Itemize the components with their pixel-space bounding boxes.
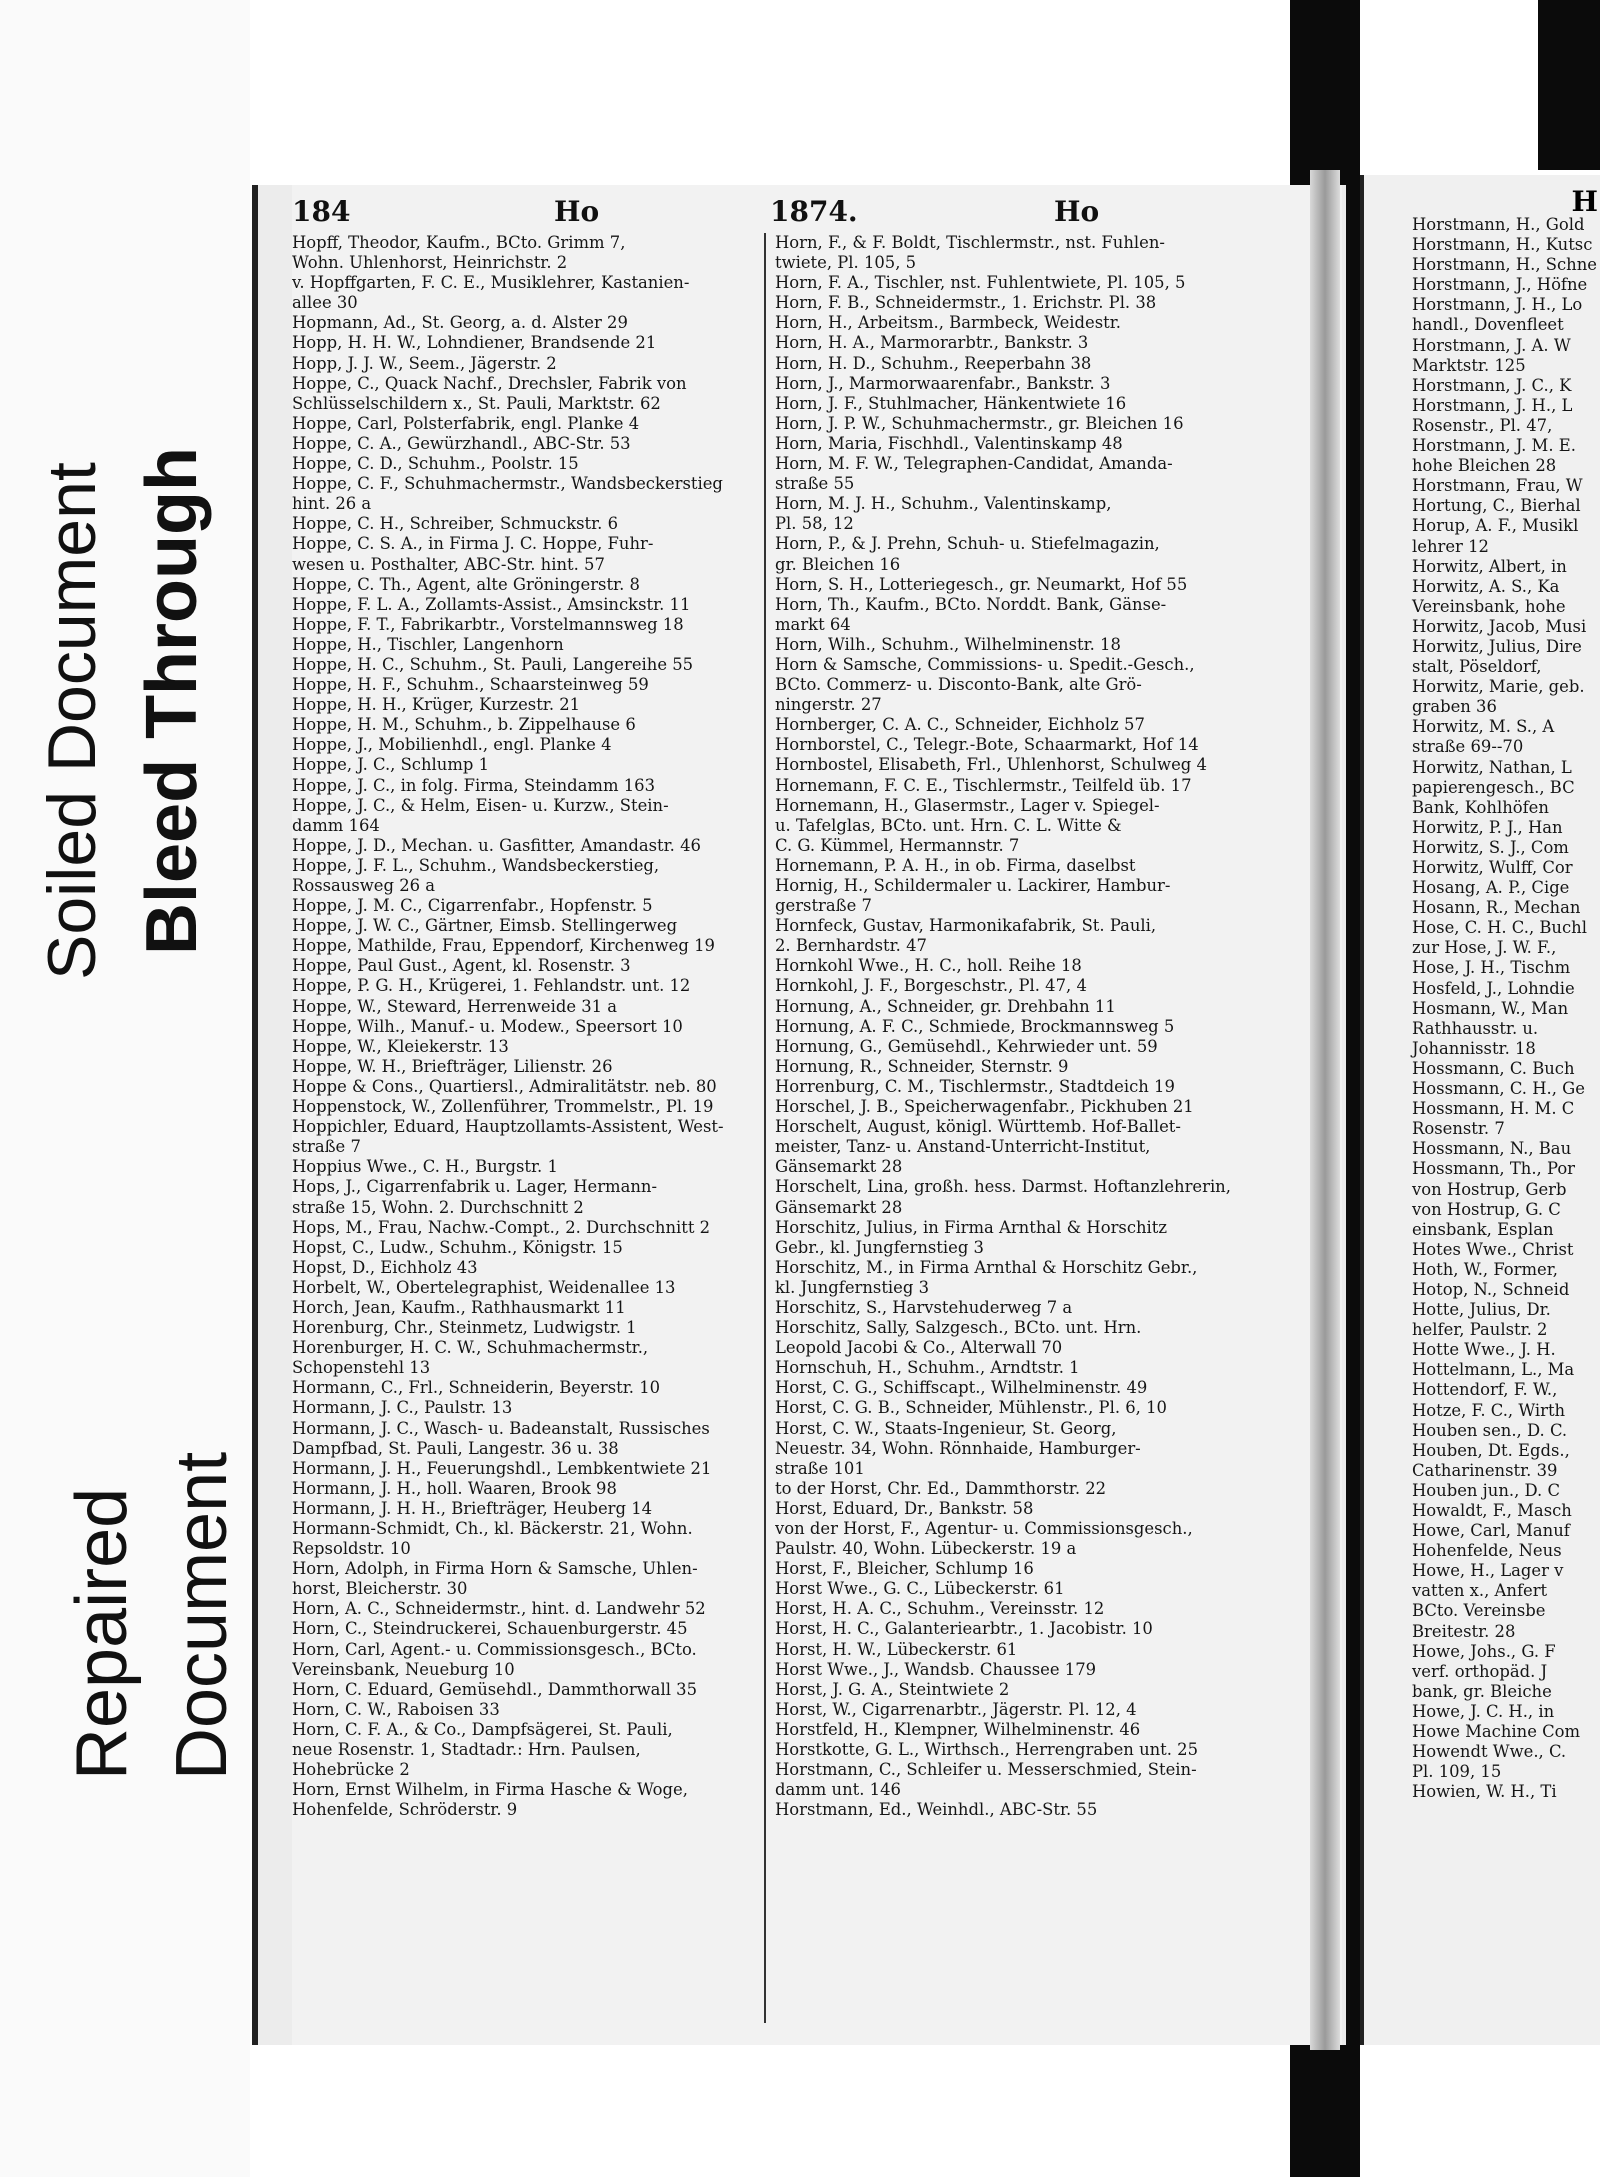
directory-entry: Hopst, C., Ludw., Schuhm., Königstr. 15 (292, 1237, 623, 1257)
directory-entry: Horschitz, M., in Firma Arnthal & Horschitz Gebr., (775, 1257, 1198, 1277)
directory-entry: C. G. Kümmel, Hermannstr. 7 (775, 835, 1020, 855)
directory-entry: Hoppe, P. G. H., Krügerei, 1. Fehlandstr. unt. 12 (292, 976, 691, 996)
directory-entry: kl. Jungfernstieg 3 (775, 1277, 929, 1297)
directory-entry: von der Horst, F., Agentur- u. Commissionsgesch., (775, 1519, 1193, 1538)
directory-entry: Hoppe, C. Th., Agent, alte Gröningerstr. 8 (292, 574, 640, 594)
adjacent-entry: Horwitz, A. S., Ka (1412, 576, 1560, 596)
page-number: 184 (292, 195, 351, 228)
directory-entry: Gänsemarkt 28 (775, 1157, 903, 1177)
directory-entry: Gebr., kl. Jungfernstieg 3 (775, 1237, 984, 1257)
directory-entry: Horn, C. W., Raboisen 33 (292, 1699, 500, 1719)
adjacent-entry: Houben, Dt. Egds., (1412, 1440, 1570, 1460)
adjacent-entry: Howe, J. C. H., in (1412, 1701, 1555, 1721)
directory-entry: 2. Bernhardstr. 47 (775, 936, 927, 956)
adjacent-entry: Horstmann, H., Schne (1412, 255, 1597, 275)
directory-entry: Neuestr. 34, Wohn. Rönnhaide, Hamburger- (775, 1438, 1141, 1458)
directory-entry: Hornung, R., Schneider, Sternstr. 9 (775, 1056, 1069, 1076)
adjacent-entry: Hortung, C., Bierhal (1412, 496, 1581, 516)
adjacent-entry: Bank, Kohlhöfen (1412, 797, 1549, 817)
directory-entry: Horst, W., Cigarrenarbtr., Jägerstr. Pl. 12, 4 (775, 1699, 1137, 1719)
directory-entry: Horn, M. F. W., Telegraphen-Candidat, Amanda- (775, 454, 1173, 474)
adjacent-entry: Horwitz, Albert, in (1412, 556, 1567, 576)
adjacent-entry: Horstmann, J. C., K (1412, 375, 1572, 395)
directory-entry: Hopp, H. H. W., Lohndiener, Brandsende 21 (292, 333, 657, 353)
adjacent-entry: graben 36 (1412, 697, 1497, 717)
adjacent-entry: zur Hose, J. W. F., (1412, 938, 1557, 958)
directory-entry: Hornborstel, C., Telegr.-Bote, Schaarmarkt, Hof 14 (775, 735, 1199, 755)
adjacent-entry: Horwitz, S. J., Com (1412, 837, 1569, 857)
adjacent-entry: Horwitz, M. S., A (1412, 717, 1555, 737)
adjacent-entry: Hosang, A. P., Cige (1412, 878, 1570, 898)
adjacent-entry: Hotte Wwe., J. H. (1412, 1340, 1556, 1360)
directory-entry: Hoppius Wwe., C. H., Burgstr. 1 (292, 1157, 558, 1177)
directory-entry: Hoppe & Cons., Quartiersl., Admiralitätstr. neb. 80 (292, 1076, 717, 1096)
adjacent-page-column (1412, 215, 1597, 1802)
book-gutter (1310, 170, 1340, 2050)
directory-entry: wesen u. Posthalter, ABC-Str. hint. 57 (292, 554, 605, 574)
directory-entry: Hornung, A., Schneider, gr. Drehbahn 11 (775, 996, 1116, 1016)
directory-entry: Hoppe, J. W. C., Gärtner, Eimsb. Stellingerweg (292, 916, 678, 936)
adjacent-entry: von Hostrup, G. C (1412, 1199, 1561, 1219)
bleed-through-label: Bleed Through (132, 447, 212, 955)
adjacent-entry: verf. orthopäd. J (1412, 1661, 1548, 1681)
directory-entry: Repsoldstr. 10 (292, 1539, 411, 1559)
directory-entry: Horschitz, Sally, Salzgesch., BCto. unt. Hrn. (775, 1318, 1142, 1338)
directory-entry: Horschitz, S., Harvstehuderweg 7 a (775, 1297, 1073, 1317)
annotation-panel (0, 0, 250, 2177)
directory-entry: allee 30 (292, 293, 358, 313)
directory-entry: Hoppe, W., Kleiekerstr. 13 (292, 1036, 509, 1056)
adjacent-entry: Horstmann, J. A. W (1412, 335, 1571, 355)
adjacent-entry: einsbank, Esplan (1412, 1219, 1554, 1239)
adjacent-entry: Hossmann, C. Buch (1412, 1058, 1575, 1078)
directory-entry: Hormann, J. H. H., Briefträger, Heuberg 14 (292, 1498, 653, 1518)
directory-entry: Hopff, Theodor, Kaufm., BCto. Grimm 7, (292, 233, 626, 252)
directory-entry: Horst Wwe., G. C., Lübeckerstr. 61 (775, 1579, 1065, 1599)
directory-entry: Hoppe, H. H., Krüger, Kurzestr. 21 (292, 695, 581, 715)
adjacent-entry: Pl. 109, 15 (1412, 1762, 1502, 1782)
directory-entry: Horn, J. F., Stuhlmacher, Hänkentwiete 16 (775, 393, 1127, 413)
adjacent-entry: Horstmann, H., Kutsc (1412, 235, 1593, 255)
directory-entry: Horschelt, August, königl. Württemb. Hof-Ballet- (775, 1117, 1181, 1137)
directory-entry: Schopenstehl 13 (292, 1358, 431, 1378)
directory-entry: Horn, C. Eduard, Gemüsehdl., Dammthorwall 35 (292, 1679, 698, 1699)
column-divider (764, 233, 766, 2023)
directory-entry: ningerstr. 27 (775, 695, 882, 715)
adjacent-entry: Horstmann, J. H., L (1412, 395, 1573, 415)
adjacent-page-header: H (1571, 185, 1598, 218)
directory-entry: Horn, Wilh., Schuhm., Wilhelminenstr. 18 (775, 634, 1121, 654)
directory-entry: Horstmann, Ed., Weinhdl., ABC-Str. 55 (775, 1800, 1098, 1820)
adjacent-entry: vatten x., Anfert (1412, 1581, 1548, 1601)
adjacent-entry: Rathhausstr. u. (1412, 1018, 1539, 1038)
directory-entry: straße 15, Wohn. 2. Durchschnitt 2 (292, 1197, 584, 1217)
directory-entry: Horn, Maria, Fischhdl., Valentinskamp 48 (775, 433, 1123, 453)
directory-entry: Vereinsbank, Neueburg 10 (292, 1659, 515, 1679)
adjacent-entry: von Hostrup, Gerb (1412, 1179, 1567, 1199)
adjacent-entry: Hose, C. H. C., Buchl (1412, 918, 1587, 938)
year-heading: 1874. (770, 195, 858, 228)
directory-entry: Hoppichler, Eduard, Hauptzollamts-Assistent, West- (292, 1117, 724, 1137)
directory-entry: Horn, C. F. A., & Co., Dampfsägerei, St. Pauli, (292, 1719, 673, 1739)
directory-entry: Hornkohl Wwe., H. C., holl. Reihe 18 (775, 956, 1082, 976)
directory-entry: Hoppe, F. L. A., Zollamts-Assist., Amsinckstr. 11 (292, 594, 691, 614)
directory-entry: Hoppe, J., Mobilienhdl., engl. Planke 4 (292, 735, 612, 755)
adjacent-entry: Horup, A. F., Musikl (1412, 516, 1579, 536)
directory-entry: Hopmann, Ad., St. Georg, a. d. Alster 29 (292, 313, 628, 333)
directory-entry: Hoppe, Carl, Polsterfabrik, engl. Planke 4 (292, 413, 640, 433)
directory-entry: Horn, F., & F. Boldt, Tischlermstr., nst. Fuhlen- (775, 233, 1165, 252)
adjacent-entry: Horwitz, Jacob, Musi (1412, 616, 1587, 636)
directory-entry: Hoppe, J. C., in folg. Firma, Steindamm 163 (292, 775, 656, 795)
directory-entry: Horn, H., Arbeitsm., Barmbeck, Weidestr. (775, 313, 1121, 333)
directory-entry: Horn, H. D., Schuhm., Reeperbahn 38 (775, 353, 1092, 373)
adjacent-entry: Howien, W. H., Ti (1412, 1782, 1557, 1802)
adjacent-entry: Catharinenstr. 39 (1412, 1460, 1558, 1480)
directory-entry: Hoppe, J. C., Schlump 1 (292, 755, 490, 775)
adjacent-entry: Marktstr. 125 (1412, 355, 1526, 375)
directory-entry: Hormann, J. H., Feuerungshdl., Lembkentwiete 21 (292, 1458, 712, 1478)
directory-entry: Paulstr. 40, Wohn. Lübeckerstr. 19 a (775, 1539, 1077, 1559)
directory-entry: Hoppe, J. M. C., Cigarrenfabr., Hopfenstr. 5 (292, 896, 653, 916)
directory-entry: Horst, C. W., Staats-Ingenieur, St. Georg, (775, 1418, 1117, 1438)
directory-entry: Hoppe, W. H., Briefträger, Lilienstr. 26 (292, 1056, 613, 1076)
adjacent-entry: Howe, Johs., G. F (1412, 1641, 1556, 1661)
directory-entry: Horrenburg, C. M., Tischlermstr., Stadtdeich 19 (775, 1076, 1175, 1096)
left-running-head: Ho (554, 195, 600, 228)
directory-entry: Hoppe, H. M., Schuhm., b. Zippelhause 6 (292, 715, 636, 735)
directory-entry: Horenburg, Chr., Steinmetz, Ludwigstr. 1 (292, 1318, 637, 1338)
directory-entry: meister, Tanz- u. Anstand-Unterricht-Institut, (775, 1137, 1151, 1157)
directory-entry: Horn, A. C., Schneidermstr., hint. d. Landwehr 52 (292, 1599, 706, 1619)
adjacent-entry: handl., Dovenfleet (1412, 315, 1564, 335)
adjacent-entry: lehrer 12 (1412, 536, 1489, 556)
directory-entry: Horn, Carl, Agent.- u. Commissionsgesch., BCto. (292, 1639, 697, 1659)
directory-entry: neue Rosenstr. 1, Stadtadr.: Hrn. Paulsen, (292, 1740, 641, 1760)
directory-entry: Horst, C. G. B., Schneider, Mühlenstr., Pl. 6, 10 (775, 1398, 1167, 1418)
adjacent-entry: straße 69--70 (1412, 737, 1524, 757)
directory-entry: Horst, F., Bleicher, Schlump 16 (775, 1559, 1034, 1579)
directory-entry: hint. 26 a (292, 494, 372, 514)
right-running-head: Ho (1054, 195, 1100, 228)
adjacent-entry: Hossmann, N., Bau (1412, 1139, 1572, 1159)
directory-entry: Hornig, H., Schildermaler u. Lackirer, Hambur- (775, 876, 1171, 895)
directory-entry: Hops, J., Cigarrenfabrik u. Lager, Hermann- (292, 1177, 658, 1197)
directory-entry: Hoppenstock, W., Zollenführer, Trommelstr., Pl. 19 (292, 1097, 714, 1117)
adjacent-entry: Hosfeld, J., Lohndie (1412, 978, 1575, 998)
adjacent-entry: Vereinsbank, hohe (1412, 596, 1566, 616)
directory-entry: Horst Wwe., J., Wandsb. Chaussee 179 (775, 1659, 1097, 1679)
directory-entry: Horstfeld, H., Klempner, Wilhelminenstr. 46 (775, 1719, 1141, 1739)
directory-entry: Horenburger, H. C. W., Schuhmachermstr., (292, 1338, 649, 1358)
directory-entry: Hopst, D., Eichholz 43 (292, 1257, 478, 1277)
directory-entry: Hornung, A. F. C., Schmiede, Brockmannsweg 5 (775, 1016, 1175, 1036)
adjacent-entry: Hottelmann, L., Ma (1412, 1360, 1575, 1380)
directory-entry: Hormann, J. C., Paulstr. 13 (292, 1398, 513, 1418)
adjacent-entry: Horstmann, Frau, W (1412, 476, 1583, 496)
adjacent-entry: Hotop, N., Schneid (1412, 1279, 1570, 1299)
directory-entry: v. Hopffgarten, F. C. E., Musiklehrer, Kastanien- (292, 273, 690, 293)
directory-entry: Horst, J. G. A., Steintwiete 2 (775, 1679, 1010, 1699)
directory-entry: Hoppe, Wilh., Manuf.- u. Modew., Speersort 10 (292, 1016, 683, 1036)
directory-entry: Hoppe, C. S. A., in Firma J. C. Hoppe, Fuhr- (292, 534, 654, 554)
directory-entry: Hoppe, J. C., & Helm, Eisen- u. Kurzw., Stein- (292, 795, 669, 815)
directory-entry: horst, Bleicherstr. 30 (292, 1579, 468, 1599)
adjacent-entry: Horwitz, Wulff, Cor (1412, 858, 1573, 877)
soiled-document-label: Soiled Document (34, 462, 110, 980)
directory-entry: Horn, C., Steindruckerei, Schauenburgerstr. 45 (292, 1619, 688, 1639)
directory-entry: Hornkohl, J. F., Borgeschstr., Pl. 47, 4 (775, 976, 1087, 996)
directory-entry: Hornschuh, H., Schuhm., Arndtstr. 1 (775, 1358, 1080, 1378)
right-column (775, 233, 1265, 1820)
adjacent-entry: Hosann, R., Mechan (1412, 898, 1581, 918)
adjacent-entry: Horwitz, Julius, Dire (1412, 636, 1582, 656)
directory-entry: markt 64 (775, 614, 851, 634)
directory-entry: Horn, S. H., Lotteriegesch., gr. Neumarkt, Hof 55 (775, 574, 1188, 594)
directory-entry: Hornung, G., Gemüsehdl., Kehrwieder unt. 59 (775, 1036, 1158, 1056)
directory-entry: Hormann, J. C., Wasch- u. Badeanstalt, Russisches (292, 1418, 710, 1438)
directory-entry: damm 164 (292, 815, 380, 835)
adjacent-entry: bank, gr. Bleiche (1412, 1681, 1552, 1701)
adjacent-entry: Hose, J. H., Tischm (1412, 958, 1571, 978)
directory-entry: Hoppe, Paul Gust., Agent, kl. Rosenstr. 3 (292, 956, 631, 976)
directory-entry: Horn, Ernst Wilhelm, in Firma Hasche & Woge, (292, 1780, 688, 1800)
directory-entry: u. Tafelglas, BCto. unt. Hrn. C. L. Witte & (775, 815, 1122, 835)
directory-entry: Hoppe, W., Steward, Herrenweide 31 a (292, 996, 618, 1016)
directory-entry: twiete, Pl. 105, 5 (775, 253, 917, 273)
adjacent-entry: Howe, Carl, Manuf (1412, 1521, 1570, 1541)
directory-entry: Hornemann, P. A. H., in ob. Firma, daselbst (775, 855, 1136, 875)
adjacent-entry: Hotze, F. C., Wirth (1412, 1400, 1566, 1420)
directory-entry: Horn, M. J. H., Schuhm., Valentinskamp, (775, 494, 1112, 514)
directory-entry: Gänsemarkt 28 (775, 1197, 903, 1217)
directory-entry: Horn, F. A., Tischler, nst. Fuhlentwiete, Pl. 105, 5 (775, 273, 1186, 293)
adjacent-entry: Rosenstr., Pl. 47, (1412, 415, 1553, 435)
directory-entry: Hoppe, C. F., Schuhmachermstr., Wandsbeckerstieg (292, 474, 723, 494)
adjacent-entry: Howe Machine Com (1412, 1722, 1581, 1742)
adjacent-entry: Howe, H., Lager v (1412, 1561, 1564, 1581)
document-label: Document (162, 1451, 242, 1780)
directory-entry: Horn, Th., Kaufm., BCto. Norddt. Bank, Gänse- (775, 594, 1167, 614)
directory-entry: Hoppe, F. T., Fabrikarbtr., Vorstelmannsweg 18 (292, 614, 684, 634)
adjacent-entry: Hottendorf, F. W., (1412, 1380, 1558, 1400)
directory-entry: Horstmann, C., Schleifer u. Messerschmied, Stein- (775, 1760, 1197, 1780)
directory-entry: Wohn. Uhlenhorst, Heinrichstr. 2 (292, 253, 568, 273)
directory-page (292, 185, 1342, 2045)
adjacent-entry: Howaldt, F., Masch (1412, 1501, 1572, 1520)
directory-entry: Horn, Adolph, in Firma Horn & Samsche, Uhlen- (292, 1559, 698, 1579)
directory-entry: Horstkotte, G. L., Wirthsch., Herrengraben unt. 25 (775, 1740, 1199, 1760)
adjacent-entry: Hoth, W., Former, (1412, 1259, 1558, 1279)
directory-entry: Horn, J., Marmorwaarenfabr., Bankstr. 3 (775, 373, 1111, 393)
adjacent-entry: Hossmann, C. H., Ge (1412, 1079, 1585, 1099)
directory-entry: Hoppe, C. D., Schuhm., Poolstr. 15 (292, 454, 579, 474)
adjacent-entry: Johannisstr. 18 (1412, 1038, 1536, 1058)
directory-entry: Horst, C. G., Schiffscapt., Wilhelminenstr. 49 (775, 1378, 1148, 1398)
adjacent-entry: Houben sen., D. C. (1412, 1420, 1568, 1440)
adjacent-entry: Horstmann, H., Gold (1412, 215, 1585, 234)
adjacent-entry: Breitestr. 28 (1412, 1621, 1516, 1641)
directory-entry: Horschitz, Julius, in Firma Arnthal & Horschitz (775, 1217, 1168, 1237)
adjacent-entry: hohe Bleichen 28 (1412, 456, 1557, 476)
directory-entry: Dampfbad, St. Pauli, Langestr. 36 u. 38 (292, 1438, 619, 1458)
directory-entry: Hornemann, F. C. E., Tischlermstr., Teilfeld üb. 17 (775, 775, 1192, 795)
directory-entry: Horn, J. P. W., Schuhmachermstr., gr. Bleichen 16 (775, 413, 1184, 433)
scanned-page (252, 185, 1346, 2045)
adjacent-entry: Hotte, Julius, Dr. (1412, 1300, 1551, 1320)
adjacent-page (1360, 175, 1600, 2045)
directory-entry: Horch, Jean, Kaufm., Rathhausmarkt 11 (292, 1297, 626, 1317)
directory-entry: Hoppe, C., Quack Nachf., Drechsler, Fabrik von (292, 373, 687, 393)
adjacent-entry: helfer, Paulstr. 2 (1412, 1320, 1548, 1340)
directory-entry: Hormann-Schmidt, Ch., kl. Bäckerstr. 21, Wohn. (292, 1519, 693, 1538)
directory-entry: gr. Bleichen 16 (775, 554, 901, 574)
directory-entry: Hornberger, C. A. C., Schneider, Eichholz 57 (775, 715, 1145, 735)
directory-entry: Hoppe, J. F. L., Schuhm., Wandsbeckerstieg, (292, 855, 660, 875)
directory-entry: straße 101 (775, 1458, 865, 1478)
directory-entry: Hoppe, Mathilde, Frau, Eppendorf, Kirchenweg 19 (292, 936, 715, 956)
directory-entry: Horst, H. C., Galanteriearbtr., 1. Jacobistr. 10 (775, 1619, 1153, 1639)
directory-entry: straße 7 (292, 1137, 361, 1157)
directory-entry: Rossausweg 26 a (292, 876, 436, 895)
scan-edge-strip-right (1538, 0, 1600, 170)
directory-entry: Horst, H. W., Lübeckerstr. 61 (775, 1639, 1018, 1659)
directory-entry: straße 55 (775, 474, 855, 494)
adjacent-entry: Houben jun., D. C (1412, 1480, 1561, 1500)
adjacent-entry: Hotes Wwe., Christ (1412, 1239, 1574, 1259)
directory-entry: Horn, H. A., Marmorarbtr., Bankstr. 3 (775, 333, 1089, 353)
directory-entry: Horbelt, W., Obertelegraphist, Weidenallee 13 (292, 1277, 676, 1297)
directory-entry: gerstraße 7 (775, 896, 872, 916)
directory-entry: to der Horst, Chr. Ed., Dammthorstr. 22 (775, 1478, 1107, 1498)
adjacent-entry: papierengesch., BC (1412, 777, 1575, 797)
directory-entry: Hops, M., Frau, Nachw.-Compt., 2. Durchschnitt 2 (292, 1217, 711, 1237)
directory-entry: Hormann, C., Frl., Schneiderin, Beyerstr. 10 (292, 1378, 661, 1398)
adjacent-entry: Horwitz, P. J., Han (1412, 817, 1563, 837)
page-header (292, 187, 1292, 231)
directory-entry: Horst, H. A. C., Schuhm., Vereinsstr. 12 (775, 1599, 1105, 1619)
adjacent-entry: Hossmann, Th., Por (1412, 1159, 1576, 1179)
directory-entry: Horn, P., & J. Prehn, Schuh- u. Stiefelmagazin, (775, 534, 1160, 554)
repaired-label: Repaired (62, 1487, 142, 1780)
directory-entry: BCto. Commerz- u. Disconto-Bank, alte Grö- (775, 675, 1142, 695)
adjacent-entry: Horwitz, Nathan, L (1412, 757, 1572, 777)
adjacent-entry: Hohenfelde, Neus (1412, 1541, 1562, 1561)
directory-entry: Horschel, J. B., Speicherwagenfabr., Pickhuben 21 (775, 1097, 1194, 1117)
directory-entry: Schlüsselschildern x., St. Pauli, Marktstr. 62 (292, 393, 661, 413)
directory-entry: Leopold Jacobi & Co., Alterwall 70 (775, 1338, 1063, 1358)
adjacent-entry: stalt, Pöseldorf, (1412, 657, 1542, 677)
left-column (292, 233, 757, 1820)
directory-entry: Hoppe, H., Tischler, Langenhorn (292, 634, 564, 654)
directory-entry: Hoppe, C. A., Gewürzhandl., ABC-Str. 53 (292, 433, 631, 453)
adjacent-entry: Rosenstr. 7 (1412, 1119, 1505, 1139)
directory-entry: damm unt. 146 (775, 1780, 901, 1800)
directory-entry: Hohebrücke 2 (292, 1760, 410, 1780)
directory-entry: Hoppe, C. H., Schreiber, Schmuckstr. 6 (292, 514, 619, 534)
adjacent-entry: Horstmann, J. M. E. (1412, 436, 1576, 456)
adjacent-entry: Horwitz, Marie, geb. (1412, 677, 1585, 697)
directory-entry: Horn & Samsche, Commissions- u. Spedit.-Gesch., (775, 654, 1195, 674)
directory-entry: Horn, F. B., Schneidermstr., 1. Erichstr. Pl. 38 (775, 293, 1157, 313)
directory-entry: Hohenfelde, Schröderstr. 9 (292, 1800, 518, 1820)
adjacent-entry: BCto. Vereinsbe (1412, 1601, 1546, 1621)
directory-entry: Hornfeck, Gustav, Harmonikafabrik, St. Pauli, (775, 916, 1157, 936)
adjacent-entry: Horstmann, J., Höfne (1412, 275, 1588, 295)
directory-entry: Hormann, J. H., holl. Waaren, Brook 98 (292, 1478, 617, 1498)
directory-entry: Hoppe, J. D., Mechan. u. Gasfitter, Amandastr. 46 (292, 835, 701, 855)
directory-entry: Hoppe, H. C., Schuhm., St. Pauli, Langereihe 55 (292, 654, 694, 674)
adjacent-entry: Horstmann, J. H., Lo (1412, 295, 1583, 315)
directory-entry: Horst, Eduard, Dr., Bankstr. 58 (775, 1498, 1034, 1518)
adjacent-entry: Hossmann, H. M. C (1412, 1099, 1575, 1119)
directory-entry: Hoppe, H. F., Schuhm., Schaarsteinweg 59 (292, 675, 649, 695)
directory-entry: Horschelt, Lina, großh. hess. Darmst. Hoftanzlehrerin, (775, 1177, 1231, 1197)
adjacent-entry: Hosmann, W., Man (1412, 998, 1569, 1018)
directory-entry: Hornemann, H., Glasermstr., Lager v. Spiegel- (775, 795, 1160, 815)
directory-entry: Hopp, J. J. W., Seem., Jägerstr. 2 (292, 353, 557, 373)
directory-entry: Hornbostel, Elisabeth, Frl., Uhlenhorst, Schulweg 4 (775, 755, 1207, 775)
adjacent-entry: Howendt Wwe., C. (1412, 1742, 1567, 1762)
directory-entry: Pl. 58, 12 (775, 514, 854, 534)
